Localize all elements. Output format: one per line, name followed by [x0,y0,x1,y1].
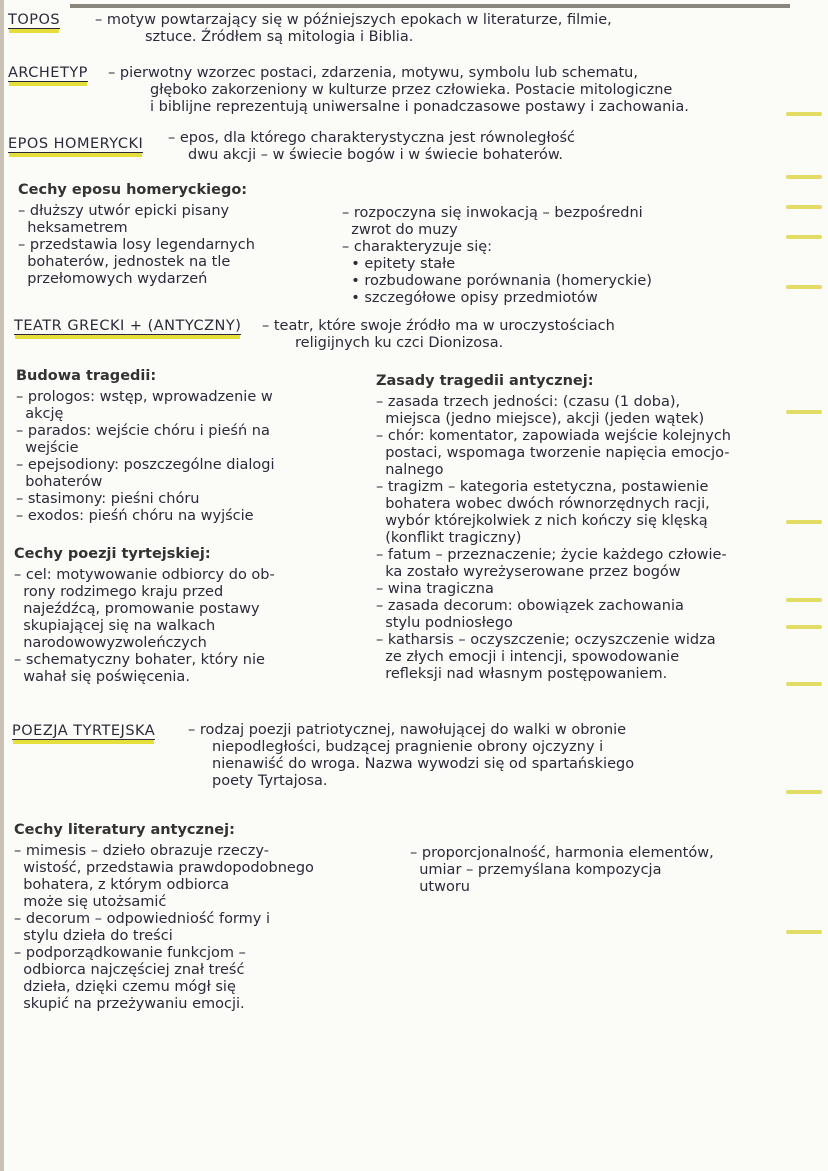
text-line: dzieła, dzięki czemu mógł się [14,979,236,995]
definition-term [14,318,241,335]
text-line: bohaterów [16,474,103,490]
text-line: narodowowyzwoleńczych [14,635,207,651]
definition-term [8,65,88,82]
page-edge [0,0,4,1171]
highlighter-mark [786,410,822,414]
text-line: odbiorca najczęściej znał treść [14,962,245,978]
text-line: – przedstawia losy legendarnych [18,237,255,253]
text-line: może się utożsamić [14,894,167,910]
text-line: wahał się poświęcenia. [14,669,190,685]
highlighter-mark [786,790,822,794]
text-line: heksametrem [18,220,128,236]
definition-text [188,722,634,790]
highlighter-mark [786,682,822,686]
text-line: – epejsodiony: poszczególne dialogi [16,457,275,473]
definition-text [262,318,615,352]
text-line: wybór którejkolwiek z nich kończy się klęską [376,513,708,529]
text-line: – proporcjonalność, harmonia elementów, [410,845,714,861]
text-line: skupić na przeżywaniu emocji. [14,996,245,1012]
text-line: wistość, przedstawia prawdopodobnego [14,860,314,876]
text-line: – dłuższy utwór epicki pisany [18,203,230,219]
notes-section [14,546,275,686]
text-line: – schematyczny bohater, który nie [14,652,265,668]
notes-section [376,373,731,683]
section-heading: Budowa tragedii: [16,368,157,384]
text-line: – exodos: pieśń chóru na wyjście [16,508,254,524]
text-line: ka zostało wyreżyserowane przez bogów [376,564,681,580]
highlighter-mark [786,205,822,209]
text-line: – pierwotny wzorzec postaci, zdarzenia, motywu, symbolu lub schematu, [108,65,638,81]
definition-term [12,723,155,740]
highlighter-mark [786,175,822,179]
term-label: TOPOS [8,12,61,28]
text-line: – chór: komentator, zapowiada wejście kolejnych [376,428,731,444]
section-heading: Zasady tragedii antycznej: [376,373,594,389]
text-line: poety Tyrtajosa. [212,773,328,789]
text-line: skupiającej się na walkach [14,618,216,634]
text-line: umiar – przemyślana kompozycja [410,862,662,878]
text-line: niepodległości, budzącej pragnienie obrony ojczyzny i [212,739,604,755]
definition-text [95,12,612,46]
text-line: – decorum – odpowiedniość formy i [14,911,270,927]
text-line: rony rodzimego kraju przed [14,584,224,600]
text-line: miejsca (jedno miejsce), akcji (jeden wątek) [376,411,705,427]
text-line: • szczegółowe opisy przedmiotów [342,290,598,306]
definition-text [168,130,575,164]
section-heading: Cechy eposu homeryckiego: [18,182,248,198]
text-line: bohaterów, jednostek na tle [18,254,231,270]
notes-section [342,205,652,307]
text-line: ze złych emocji i intencji, spowodowanie [376,649,680,665]
text-line: zwrot do muzy [342,222,458,238]
text-line: – charakteryzuje się: [342,239,493,255]
definition-term [8,12,60,29]
text-line: – rozpoczyna się inwokacją – bezpośredni [342,205,643,221]
text-line: – stasimony: pieśni chóru [16,491,200,507]
notes-section [410,845,714,896]
notes-section [16,368,275,525]
text-line: bohatera, z którym odbiorca [14,877,230,893]
term-label: POEZJA TYRTEJSKA [12,723,156,739]
text-line: dwu akcji – w świecie bogów i w świecie bohaterów. [188,147,564,163]
text-line: nalnego [376,462,444,478]
text-line: stylu podniosłego [376,615,513,631]
text-line: – tragizm – kategoria estetyczna, postawienie [376,479,709,495]
term-label: ARCHETYP [8,65,88,81]
text-line: stylu dzieła do treści [14,928,173,944]
text-line: – teatr, które swoje źródło ma w uroczystościach [262,318,615,334]
text-line: – epos, dla którego charakterystyczna jest równoległość [168,130,575,146]
text-line: • rozbudowane porównania (homeryckie) [342,273,652,289]
text-line: przełomowych wydarzeń [18,271,208,287]
highlighter-mark [786,235,822,239]
highlighter-mark [786,930,822,934]
text-line: – cel: motywowanie odbiorcy do ob- [14,567,275,583]
text-line: bohatera wobec dwóch równorzędnych racji, [376,496,710,512]
text-line: akcję [16,406,64,422]
highlighter-mark [786,112,822,116]
notes-section [14,822,314,1013]
text-line: i biblijne reprezentują uniwersalne i ponadczasowe postawy i zachowania. [150,99,689,115]
text-line: – fatum – przeznaczenie; życie każdego człowie- [376,547,727,563]
text-line: – katharsis – oczyszczenie; oczyszczenie widza [376,632,716,648]
highlighter-mark [786,285,822,289]
text-line: refleksji nad własnym postępowaniem. [376,666,668,682]
text-line: – prologos: wstęp, wprowadzenie w [16,389,273,405]
text-line: – zasada decorum: obowiązek zachowania [376,598,684,614]
notebook-binding-strip [70,4,790,8]
text-line: – zasada trzech jedności: (czasu (1 doba), [376,394,681,410]
text-line: (konflikt tragiczny) [376,530,522,546]
text-line: głęboko zakorzeniony w kulturze przez człowieka. Postacie mitologiczne [150,82,673,98]
section-heading: Cechy poezji tyrtejskiej: [14,546,211,562]
text-line: • epitety stałe [342,256,456,272]
text-line: nienawiść do wroga. Nazwa wywodzi się od spartańskiego [212,756,635,772]
highlighter-mark [786,625,822,629]
term-label: EPOS HOMERYCKI [8,136,144,152]
text-line: – mimesis – dzieło obrazuje rzeczy- [14,843,269,859]
term-label: TEATR GRECKI + (ANTYCZNY) [14,318,242,334]
highlighter-mark [786,520,822,524]
text-line: utworu [410,879,470,895]
text-line: najeźdźcą, promowanie postawy [14,601,260,617]
highlighter-mark [786,598,822,602]
notes-section [18,182,255,288]
text-line: – rodzaj poezji patriotycznej, nawołującej do walki w obronie [188,722,627,738]
text-line: – wina tragiczna [376,581,494,597]
text-line: – podporządkowanie funkcjom – [14,945,246,961]
section-heading: Cechy literatury antycznej: [14,822,235,838]
text-line: wejście [16,440,79,456]
text-line: – motyw powtarzający się w późniejszych epokach w literaturze, filmie, [95,12,612,28]
definition-term [8,136,143,153]
text-line: – parados: wejście chóru i pieśń na [16,423,270,439]
definition-text [108,65,689,116]
text-line: religijnych ku czci Dionizosa. [295,335,504,351]
text-line: postaci, wspomaga tworzenie napięcia emocjo- [376,445,730,461]
text-line: sztuce. Źródłem są mitologia i Biblia. [145,29,414,45]
